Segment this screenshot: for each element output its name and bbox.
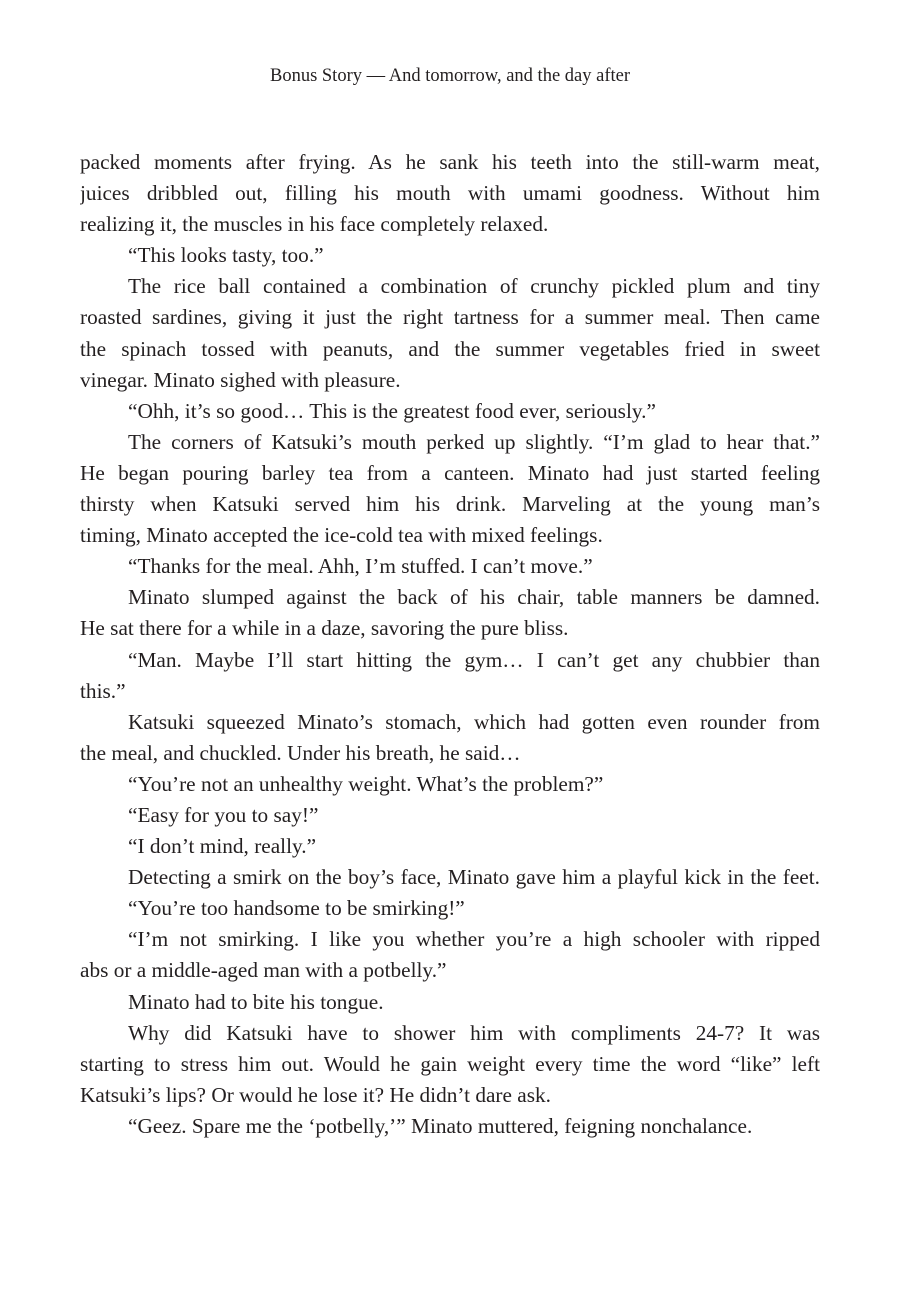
text-line: “Ohh, it’s so good… This is the greatest food ever, seriously.” — [128, 398, 656, 423]
text-line: “Geez. Spare me the ‘potbelly,’” Minato muttered, feigning nonchalance. — [128, 1113, 753, 1138]
text-line: “You’re not an unhealthy weight. What’s the problem?” — [128, 771, 604, 796]
running-header: Bonus Story — And tomorrow, and the day after — [269, 66, 630, 86]
text-line: The corners of Katsuki’s mouth perked up slightly. “I’m glad to hear that.” — [128, 429, 820, 454]
text-line: thirsty when Katsuki served him his drink. Marveling at the young man’s — [80, 492, 820, 517]
text-line: Minato slumped against the back of his chair, table manners be damned. — [128, 585, 820, 610]
text-line: roasted sardines, giving it just the right tartness for a summer meal. Then came — [80, 305, 820, 330]
text-line: He sat there for a while in a daze, savoring the pure bliss. — [80, 616, 569, 641]
text-line: timing, Minato accepted the ice-cold tea with mixed feelings. — [80, 523, 603, 548]
text-line: Detecting a smirk on the boy’s face, Minato gave him a playful kick in the feet. — [128, 865, 820, 890]
text-line: Minato had to bite his tongue. — [128, 989, 384, 1014]
text-line: “Man. Maybe I’ll start hitting the gym… I can’t get any chubbier than — [128, 647, 820, 672]
text-line: Katsuki squeezed Minato’s stomach, which had gotten even rounder from — [128, 709, 820, 734]
text-line: The rice ball contained a combination of crunchy pickled plum and tiny — [128, 274, 820, 299]
text-line: Why did Katsuki have to shower him with compliments 24-7? It was — [128, 1020, 820, 1045]
text-line: the spinach tossed with peanuts, and the summer vegetables fried in sweet — [80, 336, 820, 361]
text-line: the meal, and chuckled. Under his breath, he said… — [80, 740, 521, 765]
text-line: He began pouring barley tea from a canteen. Minato had just started feeling — [80, 460, 820, 485]
body-text — [80, 147, 820, 1142]
text-line: starting to stress him out. Would he gain weight every time the word “like” left — [80, 1051, 820, 1076]
text-line: this.” — [80, 678, 126, 703]
text-line: “I’m not smirking. I like you whether you’re a high schooler with ripped — [128, 927, 820, 952]
text-line: packed moments after frying. As he sank his teeth into the still-warm meat, — [80, 150, 820, 174]
text-line: realizing it, the muscles in his face completely relaxed. — [80, 212, 549, 237]
text-line: “Thanks for the meal. Ahh, I’m stuffed. I can’t move.” — [128, 554, 593, 579]
text-line: juices dribbled out, filling his mouth with umami goodness. Without him — [80, 181, 820, 206]
text-line: “I don’t mind, really.” — [128, 834, 317, 859]
text-line: Katsuki’s lips? Or would he lose it? He didn’t dare ask. — [80, 1082, 552, 1107]
text-line: abs or a middle-aged man with a potbelly.” — [80, 958, 447, 983]
text-line: “You’re too handsome to be smirking!” — [128, 896, 465, 921]
text-line: “Easy for you to say!” — [128, 802, 319, 827]
text-line: “This looks tasty, too.” — [128, 243, 324, 268]
text-line: vinegar. Minato sighed with pleasure. — [80, 367, 401, 392]
